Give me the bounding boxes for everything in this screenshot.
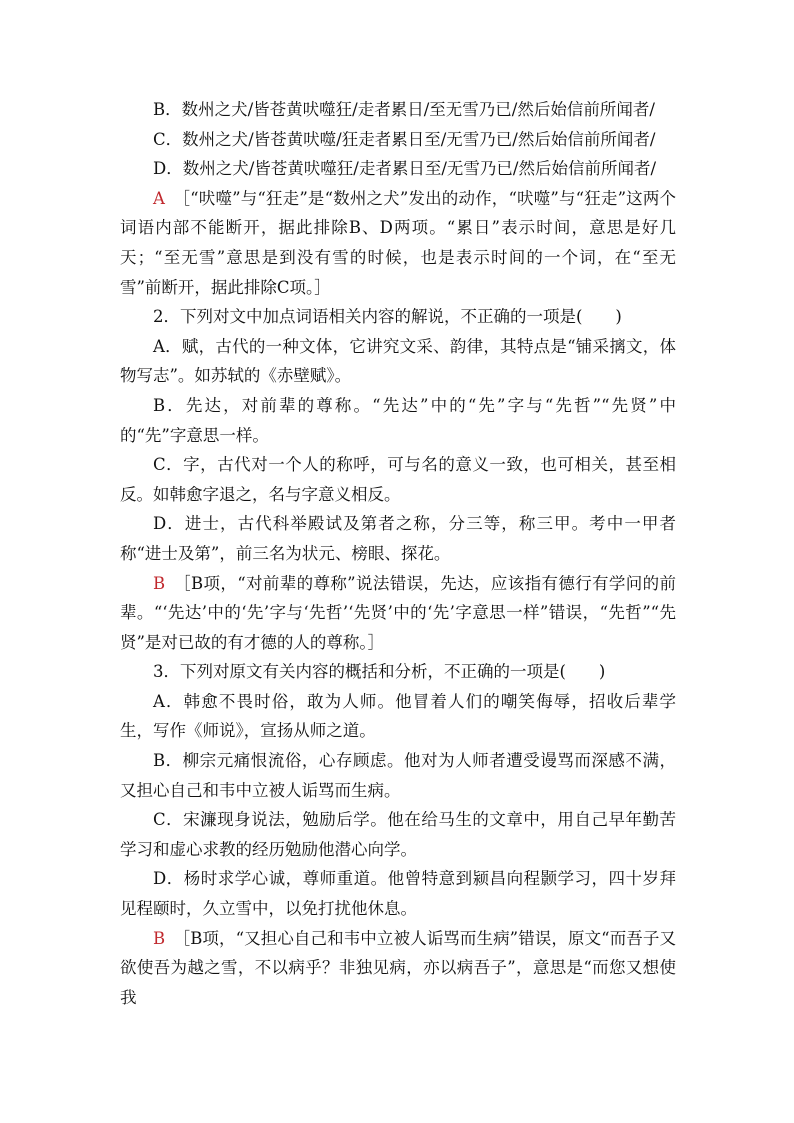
q3-explanation: ［B项，“又担心自己和韦中立被人诟骂而生病”错误，原文“而吾子又欲使吾为越之雪，不以病乎？非独见病，亦以病吾子”，意思是“而您又想使我: [120, 928, 677, 1007]
q2-option-b: B．先达，对前辈的尊称。“先达”中的“先”字与“先哲”“先贤”中的“先”字意思一样。: [120, 395, 676, 445]
q1-option-b: B．数州之犬/皆苍黄吠噬狂/走者累日/至无雪乃已/然后始信前所闻者/: [153, 100, 655, 119]
q3-answer-letter: B: [153, 928, 166, 948]
q2-answer: [120, 569, 676, 658]
q3-option-a: A．韩愈不畏时俗，敢为人师。他冒着人们的嘲笑侮辱，招收后辈学生，写作《师说》，宣扬从师之道。: [120, 691, 676, 741]
q2-question: 2．下列对文中加点词语相关内容的解说，不正确的一项是( ): [153, 307, 622, 327]
q2-option-a: A．赋，古代的一种文体，它讲究文采、韵律，其特点是“铺采摛文，体物写志”。如苏轼的《赤壁赋》。: [120, 336, 676, 386]
q3-question: 3．下列对原文有关内容的概括和分析，不正确的一项是( ): [153, 662, 606, 682]
document-body: [120, 95, 676, 1012]
q3-option-c: C．宋濂现身说法，勉励后学。他在给马生的文章中，用自己早年勤苦学习和虚心求教的经历勉励他潜心向学。: [120, 810, 676, 859]
q3-option-d: D．杨时求学心诚，尊师重道。他曾特意到颍昌向程颢学习，四十岁拜见程颐时，久立雪中，以免打扰他休息。: [120, 869, 676, 919]
q2-option-c: C．字，古代对一个人的称呼，可与名的意义一致，也可相关，甚至相反。如韩愈字退之，名与字意义相反。: [120, 455, 676, 504]
q2-answer-letter: B: [153, 573, 166, 593]
q3-answer: [120, 924, 676, 1013]
q3-option-b: B．柳宗元痛恨流俗，心存顾虑。他对为人师者遭受谩骂而深感不满，又担心自己和韦中立被人诟骂而生病。: [120, 751, 676, 800]
q2-option-d: D．进士，古代科举殿试及第者之称，分三等，称三甲。考中一甲者称“进士及第”，前三名为状元、榜眼、探花。: [120, 514, 676, 563]
q1-explanation: ［“吠噬”与“狂走”是“数州之犬”发出的动作，“吠噬”与“狂走”这两个词语内部不能断开，据此排除B、D两项。“累日”表示时间，意思是好几天；“至无雪”意思是到没有雪的时候，也是表示时间的一个词，在“至无雪”前断开，据此排除C项。］: [120, 188, 677, 297]
q2-explanation: ［B项，“对前辈的尊称”说法错误，先达，应该指有德行有学问的前辈。“‘先达’中的‘先’字与‘先哲’‘先贤’中的‘先’字意思一样”错误，“先哲”“先贤”是对已故的有才德的人的尊称。］: [120, 573, 677, 652]
q1-answer-letter: A: [153, 188, 165, 208]
q1-option-d: D．数州之犬/皆苍黄吠噬狂/走者累日至/无雪乃已/然后始信前所闻者/: [153, 159, 657, 179]
q1-answer: [120, 184, 676, 302]
q1-option-c: C．数州之犬/皆苍黄吠噬/狂走者累日至/无雪乃已/然后始信前所闻者/: [153, 129, 656, 149]
